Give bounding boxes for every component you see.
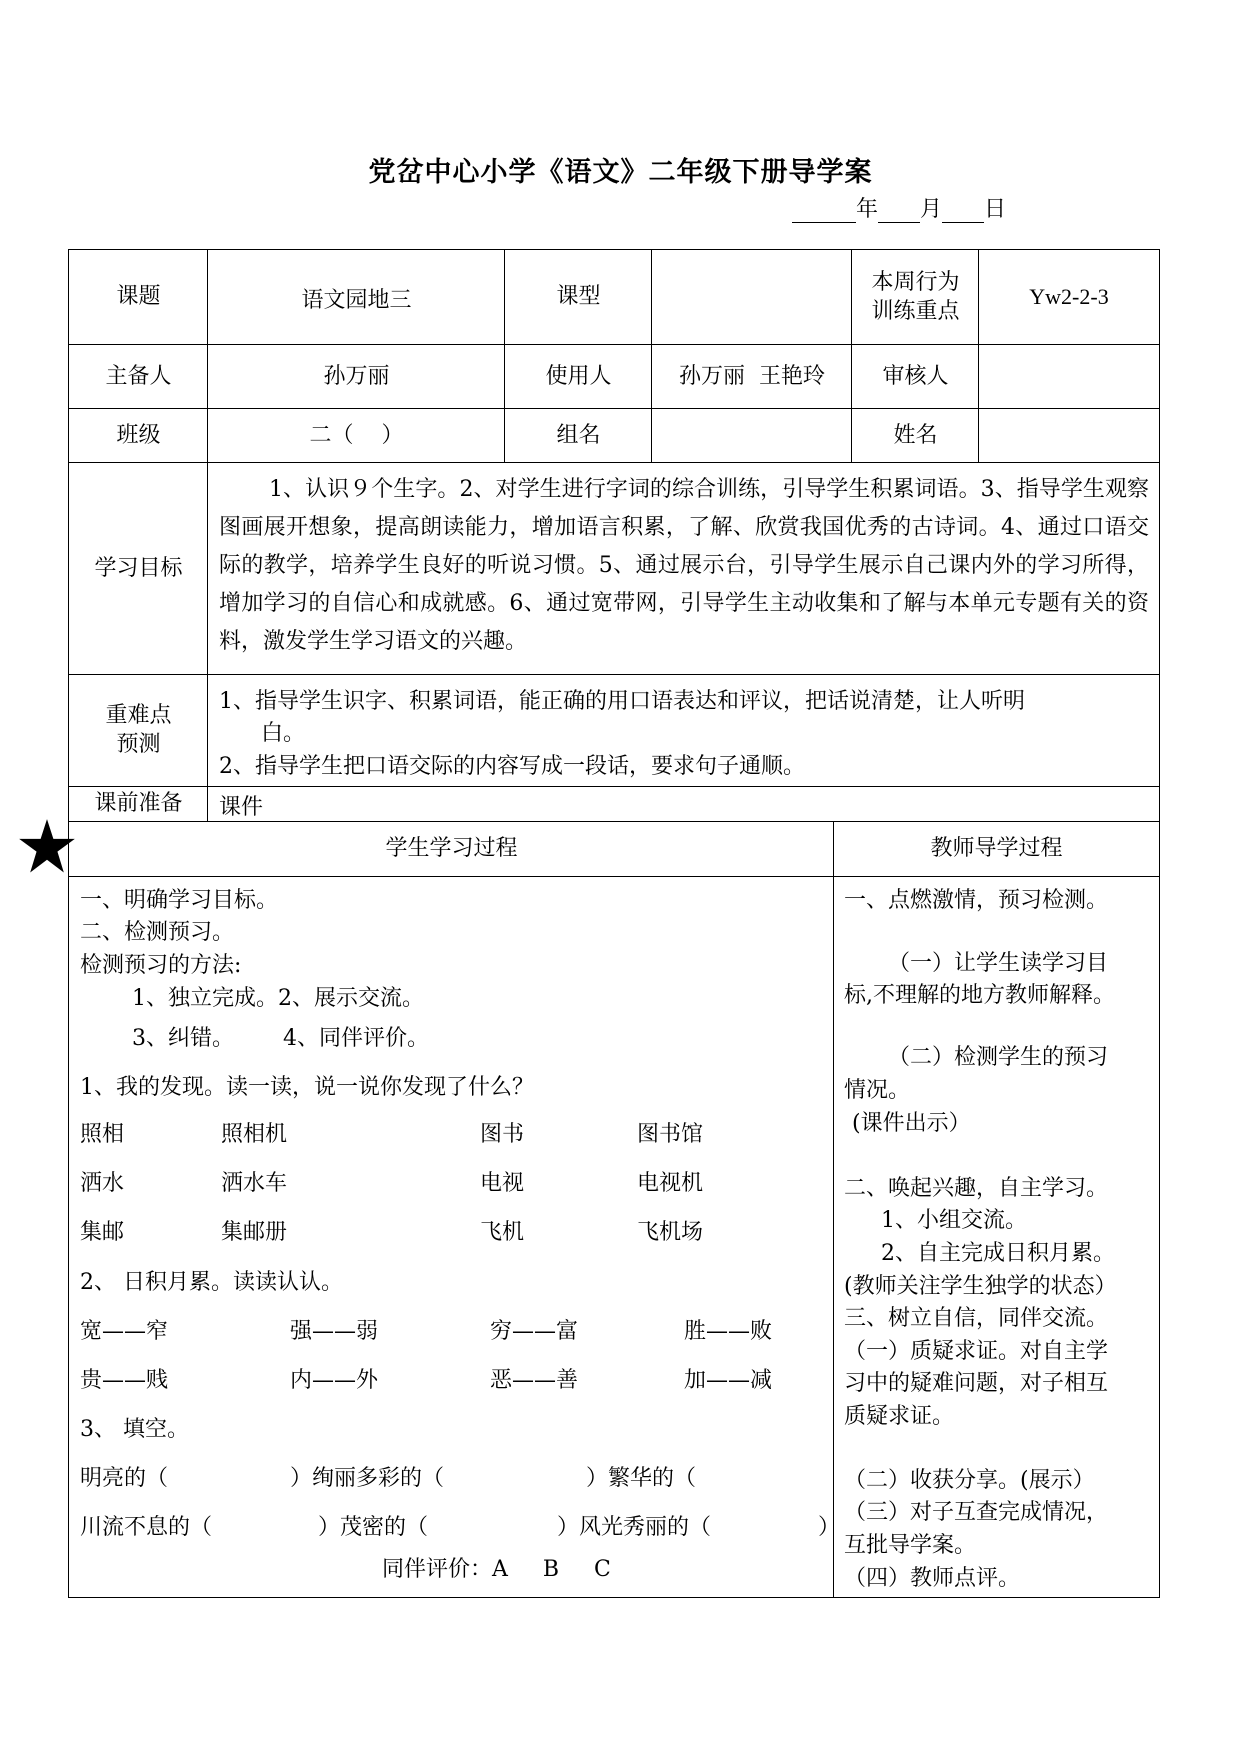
user-value: 孙万丽 王艳玲 — [679, 363, 825, 389]
teacher-step: 2、自主完成日积月累。 — [881, 1241, 1115, 1266]
user-label: 使用人 — [545, 363, 612, 389]
antonym-pair: 强——弱 — [290, 1319, 379, 1344]
fill-blank: ）茂密的（ — [318, 1515, 429, 1540]
teacher-step: 习中的疑难问题，对子相互 — [844, 1371, 1109, 1396]
word-cell: 集邮 — [80, 1220, 125, 1245]
word-cell: 洒水 — [80, 1171, 125, 1196]
teacher-step: （三）对子互查完成情况， — [844, 1500, 1109, 1525]
word-cell: 电视 — [480, 1171, 525, 1196]
teacher-step: 二、唤起兴趣，自主学习。 — [844, 1176, 1109, 1201]
student-step-2: 二、检测预习。 — [80, 920, 235, 945]
teacher-step: 1、小组交流。 — [881, 1208, 1027, 1233]
word-cell: 图书 — [480, 1122, 525, 1147]
teacher-step: （一）质疑求证。对自主学 — [844, 1339, 1109, 1364]
word-cell: 图书馆 — [637, 1122, 704, 1147]
year-label: 年 — [856, 197, 879, 222]
student-process-header: 学生学习过程 — [385, 836, 518, 862]
teacher-step: 质疑求证。 — [844, 1404, 955, 1429]
word-cell: 照相 — [80, 1122, 125, 1147]
teacher-step: (教师关注学生独学的状态） — [844, 1274, 1117, 1299]
goals-label: 学习目标 — [94, 555, 183, 581]
focus-label: 本周行为训练重点 — [871, 269, 960, 324]
topic-value: 语文园地三 — [301, 288, 412, 314]
prep-value: 课件 — [219, 795, 264, 820]
day-blank[interactable] — [942, 200, 984, 223]
antonym-pair: 胜——败 — [684, 1319, 773, 1344]
fill-blank: 川流不息的（ — [80, 1515, 213, 1540]
difficulty-line1: 1、指导学生识字、积累词语，能正确的用口语表达和评议，把话说清楚，让人听明 — [219, 689, 1025, 714]
student-step-1: 一、明确学习目标。 — [80, 888, 279, 913]
word-cell: 飞机 — [480, 1220, 525, 1245]
goals-text: 1、认识９个生字。2、对学生进行字词的综合训练，引导学生积累词语。3、指导学生观察图画展开想象，提高朗读能力，增加语言积累，了解、欣赏我国优秀的古诗词。4、通过口语交际的教学，培养学生良好的听说习惯。5、通过展示台，引导学生展示自己课内外的学习所得，增加学习的自信心和成就感。6、通过宽带网，引导学生主动收集和了解与本单元专题有关的资料，激发学生学习语文的兴趣。 — [219, 477, 1149, 654]
difficulty-line2: 2、指导学生把口语交际的内容写成一段话，要求句子通顺。 — [219, 754, 805, 779]
reviewer-value[interactable] — [980, 346, 1158, 408]
word-cell: 洒水车 — [221, 1171, 288, 1196]
antonym-pair: 贵——贱 — [80, 1368, 169, 1393]
preparer-value: 孙万丽 — [323, 363, 390, 389]
name-value[interactable] — [980, 410, 1158, 462]
antonym-pair: 恶——善 — [490, 1368, 579, 1393]
day-label: 日 — [984, 197, 1007, 222]
antonym-pair: 宽——窄 — [80, 1319, 169, 1344]
question-2: 2、 日积月累。读读认认。 — [80, 1270, 343, 1295]
difficulty-label: 重难点预测 — [105, 703, 172, 757]
preparer-label: 主备人 — [105, 363, 172, 389]
word-cell: 电视机 — [637, 1171, 704, 1196]
prep-label: 课前准备 — [94, 791, 183, 817]
reviewer-label: 审核人 — [882, 363, 949, 389]
topic-label: 课题 — [116, 284, 161, 310]
student-step-3: 检测预习的方法: — [80, 953, 242, 978]
word-cell: 照相机 — [221, 1122, 288, 1147]
difficulty-line1b: 白。 — [261, 721, 306, 746]
teacher-step: (课件出示） — [852, 1111, 971, 1136]
month-label: 月 — [920, 197, 943, 222]
peer-rating[interactable]: 同伴评价：A B C — [382, 1557, 611, 1582]
teacher-step: （一）让学生读学习目 — [888, 951, 1109, 976]
antonym-pair: 内——外 — [290, 1368, 379, 1393]
fill-blank: ）繁华的（ — [586, 1466, 697, 1491]
teacher-step: （四）教师点评。 — [844, 1566, 1021, 1591]
year-blank[interactable] — [792, 200, 856, 223]
teacher-step: 一、点燃激情，预习检测。 — [844, 888, 1109, 913]
class-value[interactable]: 二（ ） — [309, 422, 404, 448]
fill-blank: ）风光秀丽的（ — [557, 1515, 712, 1540]
teacher-step: 互批导学案。 — [844, 1533, 977, 1558]
question-1: 1、我的发现。读一读，说一说你发现了什么？ — [80, 1075, 534, 1100]
word-cell: 集邮册 — [221, 1220, 288, 1245]
class-label: 班级 — [116, 422, 161, 448]
fill-blank: ）绚丽多彩的（ — [290, 1466, 445, 1491]
teacher-step: 情况。 — [844, 1078, 911, 1103]
group-value[interactable] — [653, 410, 851, 462]
question-3: 3、 填空。 — [80, 1417, 189, 1442]
month-blank[interactable] — [878, 200, 920, 223]
group-label: 组名 — [556, 422, 601, 448]
focus-value: Yw2-2-3 — [1029, 284, 1109, 310]
teacher-step: 三、树立自信，同伴交流。 — [844, 1306, 1109, 1331]
teacher-step: （二）收获分享。(展示） — [844, 1468, 1095, 1493]
star-icon — [18, 818, 76, 876]
type-label: 课型 — [556, 284, 601, 310]
fill-blank: 明亮的（ — [80, 1466, 169, 1491]
type-value[interactable] — [653, 251, 851, 344]
name-label: 姓名 — [893, 422, 938, 448]
page-title: 党岔中心小学《语文》二年级下册导学案 — [368, 157, 873, 188]
antonym-pair: 穷——富 — [490, 1319, 579, 1344]
teacher-step: （二）检测学生的预习 — [888, 1045, 1109, 1070]
fill-blank: ） — [818, 1515, 841, 1540]
word-cell: 飞机场 — [637, 1220, 704, 1245]
student-step-5: 3、纠错。 4、同伴评价。 — [132, 1026, 429, 1051]
teacher-process-header: 教师导学过程 — [930, 836, 1063, 862]
date-line — [792, 192, 1006, 223]
teacher-step: 标,不理解的地方教师解释。 — [844, 983, 1115, 1008]
student-step-4: 1、独立完成。2、展示交流。 — [132, 986, 424, 1011]
antonym-pair: 加——减 — [684, 1368, 773, 1393]
